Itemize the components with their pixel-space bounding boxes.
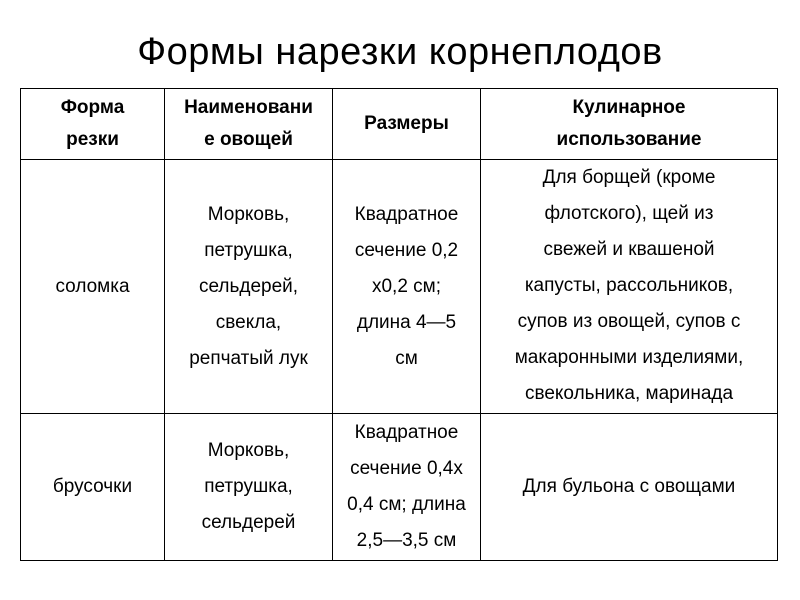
- header-cut-form: Форма резки: [21, 89, 165, 160]
- cell-culinary-use: Для бульона с овощами: [481, 414, 778, 561]
- header-sizes: Размеры: [333, 89, 481, 160]
- cell-culinary-use: Для борщей (кроме флотского), щей из свежей и квашеной капусты, рассольников, супов из овощей, супов с макаронными изделиями, свекольника, маринада: [481, 160, 778, 414]
- table-row: [21, 414, 778, 561]
- table-row: [21, 160, 778, 414]
- header-culinary-use: Кулинарное использование: [481, 89, 778, 160]
- table-header-row: [21, 89, 778, 160]
- header-vegetable-names: Наименовани е овощей: [165, 89, 333, 160]
- cell-cut-form: брусочки: [21, 414, 165, 561]
- cell-sizes: Квадратное сечение 0,4х 0,4 см; длина 2,5—3,5 см: [333, 414, 481, 561]
- cell-cut-form: соломка: [21, 160, 165, 414]
- cell-sizes: Квадратное сечение 0,2 х0,2 см; длина 4—5 см: [333, 160, 481, 414]
- slide-title: Формы нарезки корнеплодов: [137, 31, 663, 73]
- cutting-forms-table: [20, 88, 778, 561]
- cell-vegetables: Морковь, петрушка, сельдерей, свекла, репчатый лук: [165, 160, 333, 414]
- cell-vegetables: Морковь, петрушка, сельдерей: [165, 414, 333, 561]
